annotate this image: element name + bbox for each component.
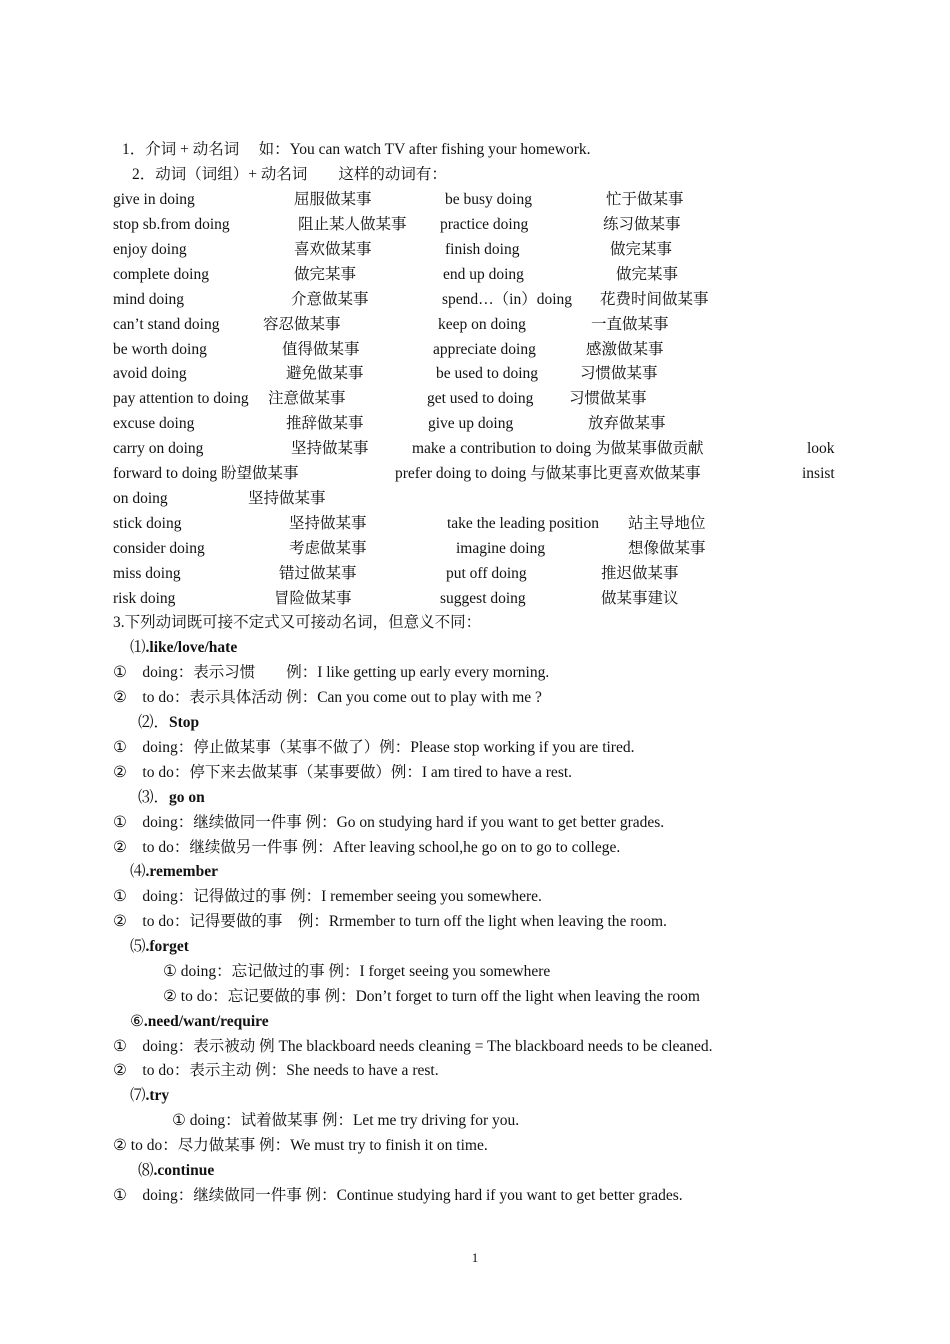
phrase-english: take the leading position <box>447 515 599 532</box>
usage-line: ① doing：试着做某事 例：Let me try driving for you. <box>172 1112 520 1129</box>
phrase-english: keep on doing <box>438 316 526 333</box>
heading-verb: go on <box>169 789 205 806</box>
phrase-meaning: 注意做某事 <box>268 390 346 407</box>
phrase-meaning: 想像做某事 <box>628 540 706 557</box>
phrase-meaning: 练习做某事 <box>603 216 681 233</box>
phrase-english: be used to doing <box>436 365 539 382</box>
phrase-english: put off doing <box>446 565 527 582</box>
usage-line: ① doing：继续做同一件事 例：Continue studying hard if you want to get better grades. <box>113 1187 683 1204</box>
phrase-meaning: 做某事建议 <box>601 590 679 607</box>
phrase-english: practice doing <box>440 216 529 233</box>
usage-line: ① doing：记得做过的事 例：I remember seeing you somewhere. <box>113 888 542 905</box>
phrase-meaning: 习惯做某事 <box>569 390 647 407</box>
usage-line: ② to do：停下来去做某事（某事要做）例：I am tired to have a rest. <box>113 764 573 781</box>
heading-verb: Stop <box>169 714 200 731</box>
phrase-meaning: 冒险做某事 <box>274 590 352 607</box>
intro-item-1: 1．介词 + 动名词 如：You can watch TV after fishing your homework. <box>122 141 591 158</box>
usage-line: ① doing：停止做某事（某事不做了）例：Please stop working if you are tired. <box>113 739 635 756</box>
phrase-english: make a contribution to doing 为做某事做贡献 <box>412 440 704 457</box>
verb-heading <box>138 712 199 734</box>
phrase-meaning: 站主导地位 <box>628 515 706 532</box>
phrase-meaning: 花费时间做某事 <box>600 291 709 308</box>
phrase-meaning: 坚持做某事 <box>289 515 367 532</box>
section-title: 3.下列动词既可接不定式又可接动名词，但意义不同： <box>113 614 482 631</box>
usage-line: ② to do：表示具体活动 例：Can you come out to play with me ? <box>113 689 542 706</box>
phrase-english: insist <box>802 465 835 482</box>
phrase-meaning: 做完某事 <box>294 266 357 283</box>
verb-heading <box>130 1085 169 1107</box>
phrase-english: carry on doing <box>113 440 204 457</box>
phrase-english: stop sb.from doing <box>113 216 230 233</box>
phrase-english: end up doing <box>443 266 524 283</box>
phrase-english: on doing <box>113 490 168 507</box>
phrase-meaning: 做完某事 <box>616 266 679 283</box>
phrase-english: complete doing <box>113 266 209 283</box>
phrase-english: miss doing <box>113 565 181 582</box>
usage-line: ② to do：忘记要做的事 例：Don’t forget to turn off the light when leaving the room <box>163 988 700 1005</box>
phrase-english: suggest doing <box>440 590 526 607</box>
heading-number: ⑷ <box>130 863 146 880</box>
heading-verb: .continue <box>153 1162 215 1179</box>
phrase-meaning: 感激做某事 <box>586 341 664 358</box>
phrase-english: consider doing <box>113 540 205 557</box>
phrase-english: appreciate doing <box>433 341 536 358</box>
phrase-meaning: 考虑做某事 <box>289 540 367 557</box>
phrase-meaning: 介意做某事 <box>291 291 369 308</box>
phrase-english: risk doing <box>113 590 176 607</box>
phrase-english: prefer doing to doing 与做某事比更喜欢做某事 <box>395 465 701 482</box>
phrase-english: spend…（in）doing <box>442 291 573 308</box>
phrase-english: get used to doing <box>427 390 534 407</box>
heading-number: ⑶． <box>138 789 170 806</box>
phrase-english: imagine doing <box>456 540 546 557</box>
phrase-english: forward to doing 盼望做某事 <box>113 465 299 482</box>
page-number: 1 <box>471 1250 479 1265</box>
phrase-meaning: 喜欢做某事 <box>294 241 372 258</box>
phrase-meaning: 避免做某事 <box>286 365 364 382</box>
phrase-meaning: 习惯做某事 <box>580 365 658 382</box>
phrase-meaning: 值得做某事 <box>282 341 360 358</box>
heading-number: ⑸ <box>130 938 146 955</box>
usage-line: ② to do：表示主动 例：She needs to have a rest. <box>113 1062 439 1079</box>
usage-line: ① doing：继续做同一件事 例：Go on studying hard if you want to get better grades. <box>113 814 665 831</box>
heading-verb: .need/want/require <box>143 1013 269 1030</box>
heading-number: ⑴ <box>130 639 146 656</box>
verb-heading <box>130 936 189 958</box>
phrase-english: give up doing <box>428 415 514 432</box>
heading-verb: .remember <box>145 863 218 880</box>
justified-line <box>113 438 837 460</box>
usage-line: ② to do：记得要做的事 例：Rrmember to turn off the light when leaving the room. <box>113 913 667 930</box>
phrase-meaning: 错过做某事 <box>279 565 357 582</box>
phrase-english: excuse doing <box>113 415 195 432</box>
phrase-meaning: 一直做某事 <box>591 316 669 333</box>
verb-heading <box>130 637 237 659</box>
justified-line <box>113 463 837 485</box>
verb-heading <box>138 1160 214 1182</box>
heading-verb: .try <box>145 1087 170 1104</box>
phrase-english: pay attention to doing <box>113 390 249 407</box>
heading-number: ⑻ <box>138 1162 154 1179</box>
phrase-meaning: 阻止某人做某事 <box>298 216 407 233</box>
verb-heading <box>130 861 218 883</box>
phrase-english: be worth doing <box>113 341 207 358</box>
usage-line: ② to do：尽力做某事 例：We must try to finish it on time. <box>113 1137 488 1154</box>
phrase-meaning: 坚持做某事 <box>291 440 369 457</box>
verb-heading <box>130 1011 269 1033</box>
phrase-english: give in doing <box>113 191 195 208</box>
heading-number: ⑺ <box>130 1087 146 1104</box>
phrase-meaning: 做完某事 <box>610 241 673 258</box>
heading-number: ⑥ <box>130 1013 144 1030</box>
phrase-english: be busy doing <box>445 191 532 208</box>
phrase-english: enjoy doing <box>113 241 187 258</box>
heading-number: ⑵． <box>138 714 170 731</box>
phrase-meaning: 坚持做某事 <box>248 490 326 507</box>
intro-item-2: 2．动词（词组）+ 动名词 这样的动词有： <box>132 166 447 183</box>
heading-verb: .like/love/hate <box>145 639 238 656</box>
phrase-meaning: 推辞做某事 <box>286 415 364 432</box>
phrase-meaning: 忙于做某事 <box>606 191 684 208</box>
phrase-english: finish doing <box>445 241 520 258</box>
heading-verb: .forget <box>145 938 189 955</box>
usage-line: ① doing：表示被动 例 The blackboard needs cleaning = The blackboard needs to be cleaned. <box>113 1038 713 1055</box>
phrase-meaning: 屈服做某事 <box>294 191 372 208</box>
phrase-english: can’t stand doing <box>113 316 220 333</box>
phrase-english: mind doing <box>113 291 185 308</box>
phrase-meaning: 容忍做某事 <box>263 316 341 333</box>
usage-line: ① doing：忘记做过的事 例：I forget seeing you somewhere <box>163 963 551 980</box>
phrase-meaning: 推迟做某事 <box>601 565 679 582</box>
usage-line: ② to do：继续做另一件事 例：After leaving school,he go on to go to college. <box>113 839 621 856</box>
phrase-english: avoid doing <box>113 365 187 382</box>
phrase-english: look <box>807 440 835 457</box>
verb-heading <box>138 787 205 809</box>
usage-line: ① doing：表示习惯 例：I like getting up early every morning. <box>113 664 550 681</box>
phrase-meaning: 放弃做某事 <box>588 415 666 432</box>
phrase-english: stick doing <box>113 515 182 532</box>
